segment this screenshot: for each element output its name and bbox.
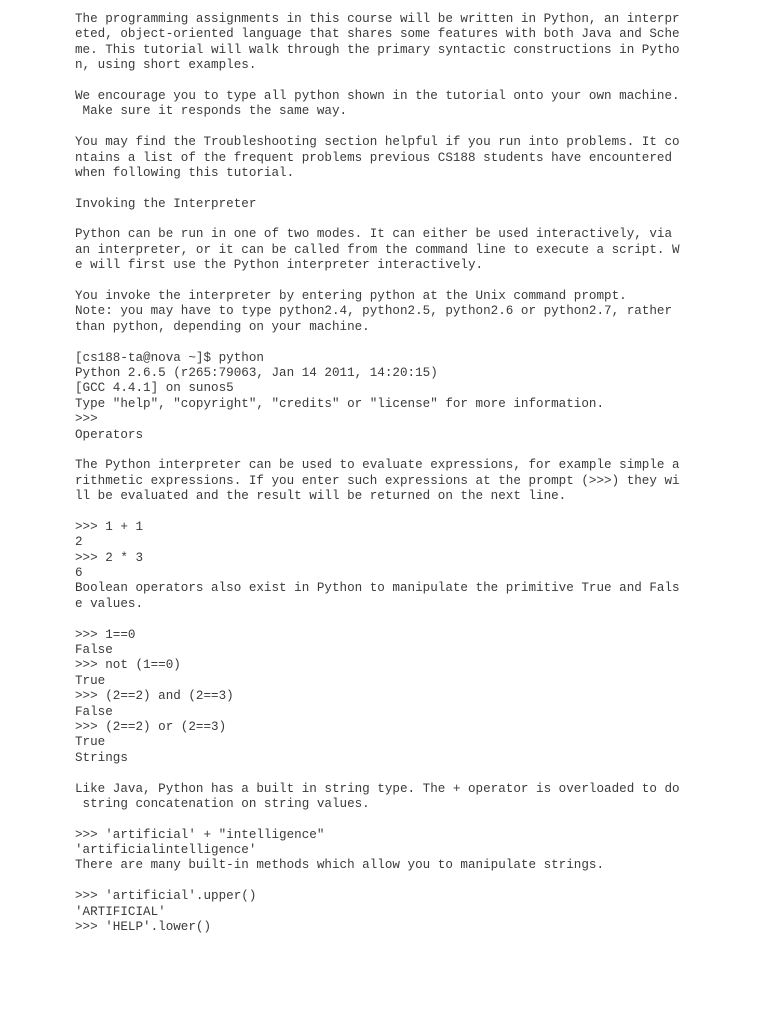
code-line: Type "help", "copyright", "credits" or "license" for more information. [75, 396, 605, 411]
code-line: 'artificialintelligence' [75, 843, 257, 858]
code-line: False [75, 704, 113, 719]
code-line: 'ARTIFICIAL' [75, 904, 166, 919]
text-line: Python can be run in one of two modes. It can either be used interactively, via [75, 227, 673, 242]
text-line: The programming assignments in this course will be written in Python, an interpr [75, 12, 680, 26]
text-line: rithmetic expressions. If you enter such expressions at the prompt (>>>) they wi [75, 473, 680, 488]
text-line: n, using short examples. [75, 58, 257, 73]
blank-line [75, 443, 695, 458]
text-line: You invoke the interpreter by entering python at the Unix command prompt. [75, 289, 627, 304]
blank-line [75, 505, 695, 520]
code-line: 6 [75, 566, 83, 581]
blank-line [75, 335, 695, 350]
text-line: an interpreter, or it can be called from the command line to execute a script. W [75, 242, 680, 257]
text-line: ll be evaluated and the result will be returned on the next line. [75, 489, 567, 504]
code-line: >>> 1==0 [75, 627, 136, 642]
blank-line [75, 766, 695, 781]
code-line: [GCC 4.4.1] on sunos5 [75, 381, 234, 396]
code-line: True [75, 673, 106, 688]
blank-line [75, 181, 695, 196]
text-line: You may find the Troubleshooting section helpful if you run into problems. It co [75, 135, 680, 150]
section-heading: Strings [75, 750, 128, 765]
code-line: 2 [75, 535, 83, 550]
code-line: False [75, 643, 113, 658]
blank-line [75, 74, 695, 89]
text-line: e will first use the Python interpreter interactively. [75, 258, 484, 273]
text-line: The Python interpreter can be used to evaluate expressions, for example simple a [75, 458, 680, 473]
text-line: me. This tutorial will walk through the primary syntactic constructions in Pytho [75, 42, 680, 57]
blank-line [75, 812, 695, 827]
code-line: >>> (2==2) and (2==3) [75, 689, 234, 704]
blank-line [75, 212, 695, 227]
code-line: >>> 'artificial' + "intelligence" [75, 827, 325, 842]
code-line: >>> not (1==0) [75, 658, 181, 673]
code-line: >>> (2==2) or (2==3) [75, 719, 227, 734]
text-line: Make sure it responds the same way. [75, 104, 348, 119]
text-line: string concatenation on string values. [75, 796, 370, 811]
text-line: eted, object-oriented language that shares some features with both Java and Sche [75, 27, 680, 42]
blank-line [75, 874, 695, 889]
code-line: >>> 2 * 3 [75, 550, 144, 565]
code-line: >>> 'artificial'.upper() [75, 889, 257, 904]
code-line: >>> 'HELP'.lower() [75, 920, 212, 935]
code-line: [cs188-ta@nova ~]$ python [75, 350, 264, 365]
blank-line [75, 612, 695, 627]
text-line: Boolean operators also exist in Python to manipulate the primitive True and Fals [75, 581, 680, 596]
text-line: ntains a list of the frequent problems previous CS188 students have encountered [75, 150, 673, 165]
blank-line [75, 274, 695, 289]
text-line: than python, depending on your machine. [75, 319, 370, 334]
text-line: Note: you may have to type python2.4, python2.5, python2.6 or python2.7, rather [75, 304, 673, 319]
code-line: Python 2.6.5 (r265:79063, Jan 14 2011, 14:20:15) [75, 365, 438, 380]
blank-line [75, 120, 695, 135]
code-line: True [75, 735, 106, 750]
text-line: Like Java, Python has a built in string type. The + operator is overloaded to do [75, 781, 680, 796]
text-line: when following this tutorial. [75, 165, 295, 180]
text-line: We encourage you to type all python shown in the tutorial onto your own machine. [75, 88, 680, 103]
section-heading: Operators [75, 427, 144, 442]
code-line: >>> 1 + 1 [75, 519, 144, 534]
code-line: >>> [75, 412, 98, 427]
text-line: e values. [75, 596, 144, 611]
section-heading: Invoking the Interpreter [75, 196, 257, 211]
text-line: There are many built-in methods which allow you to manipulate strings. [75, 858, 605, 873]
document-page [75, 12, 695, 935]
